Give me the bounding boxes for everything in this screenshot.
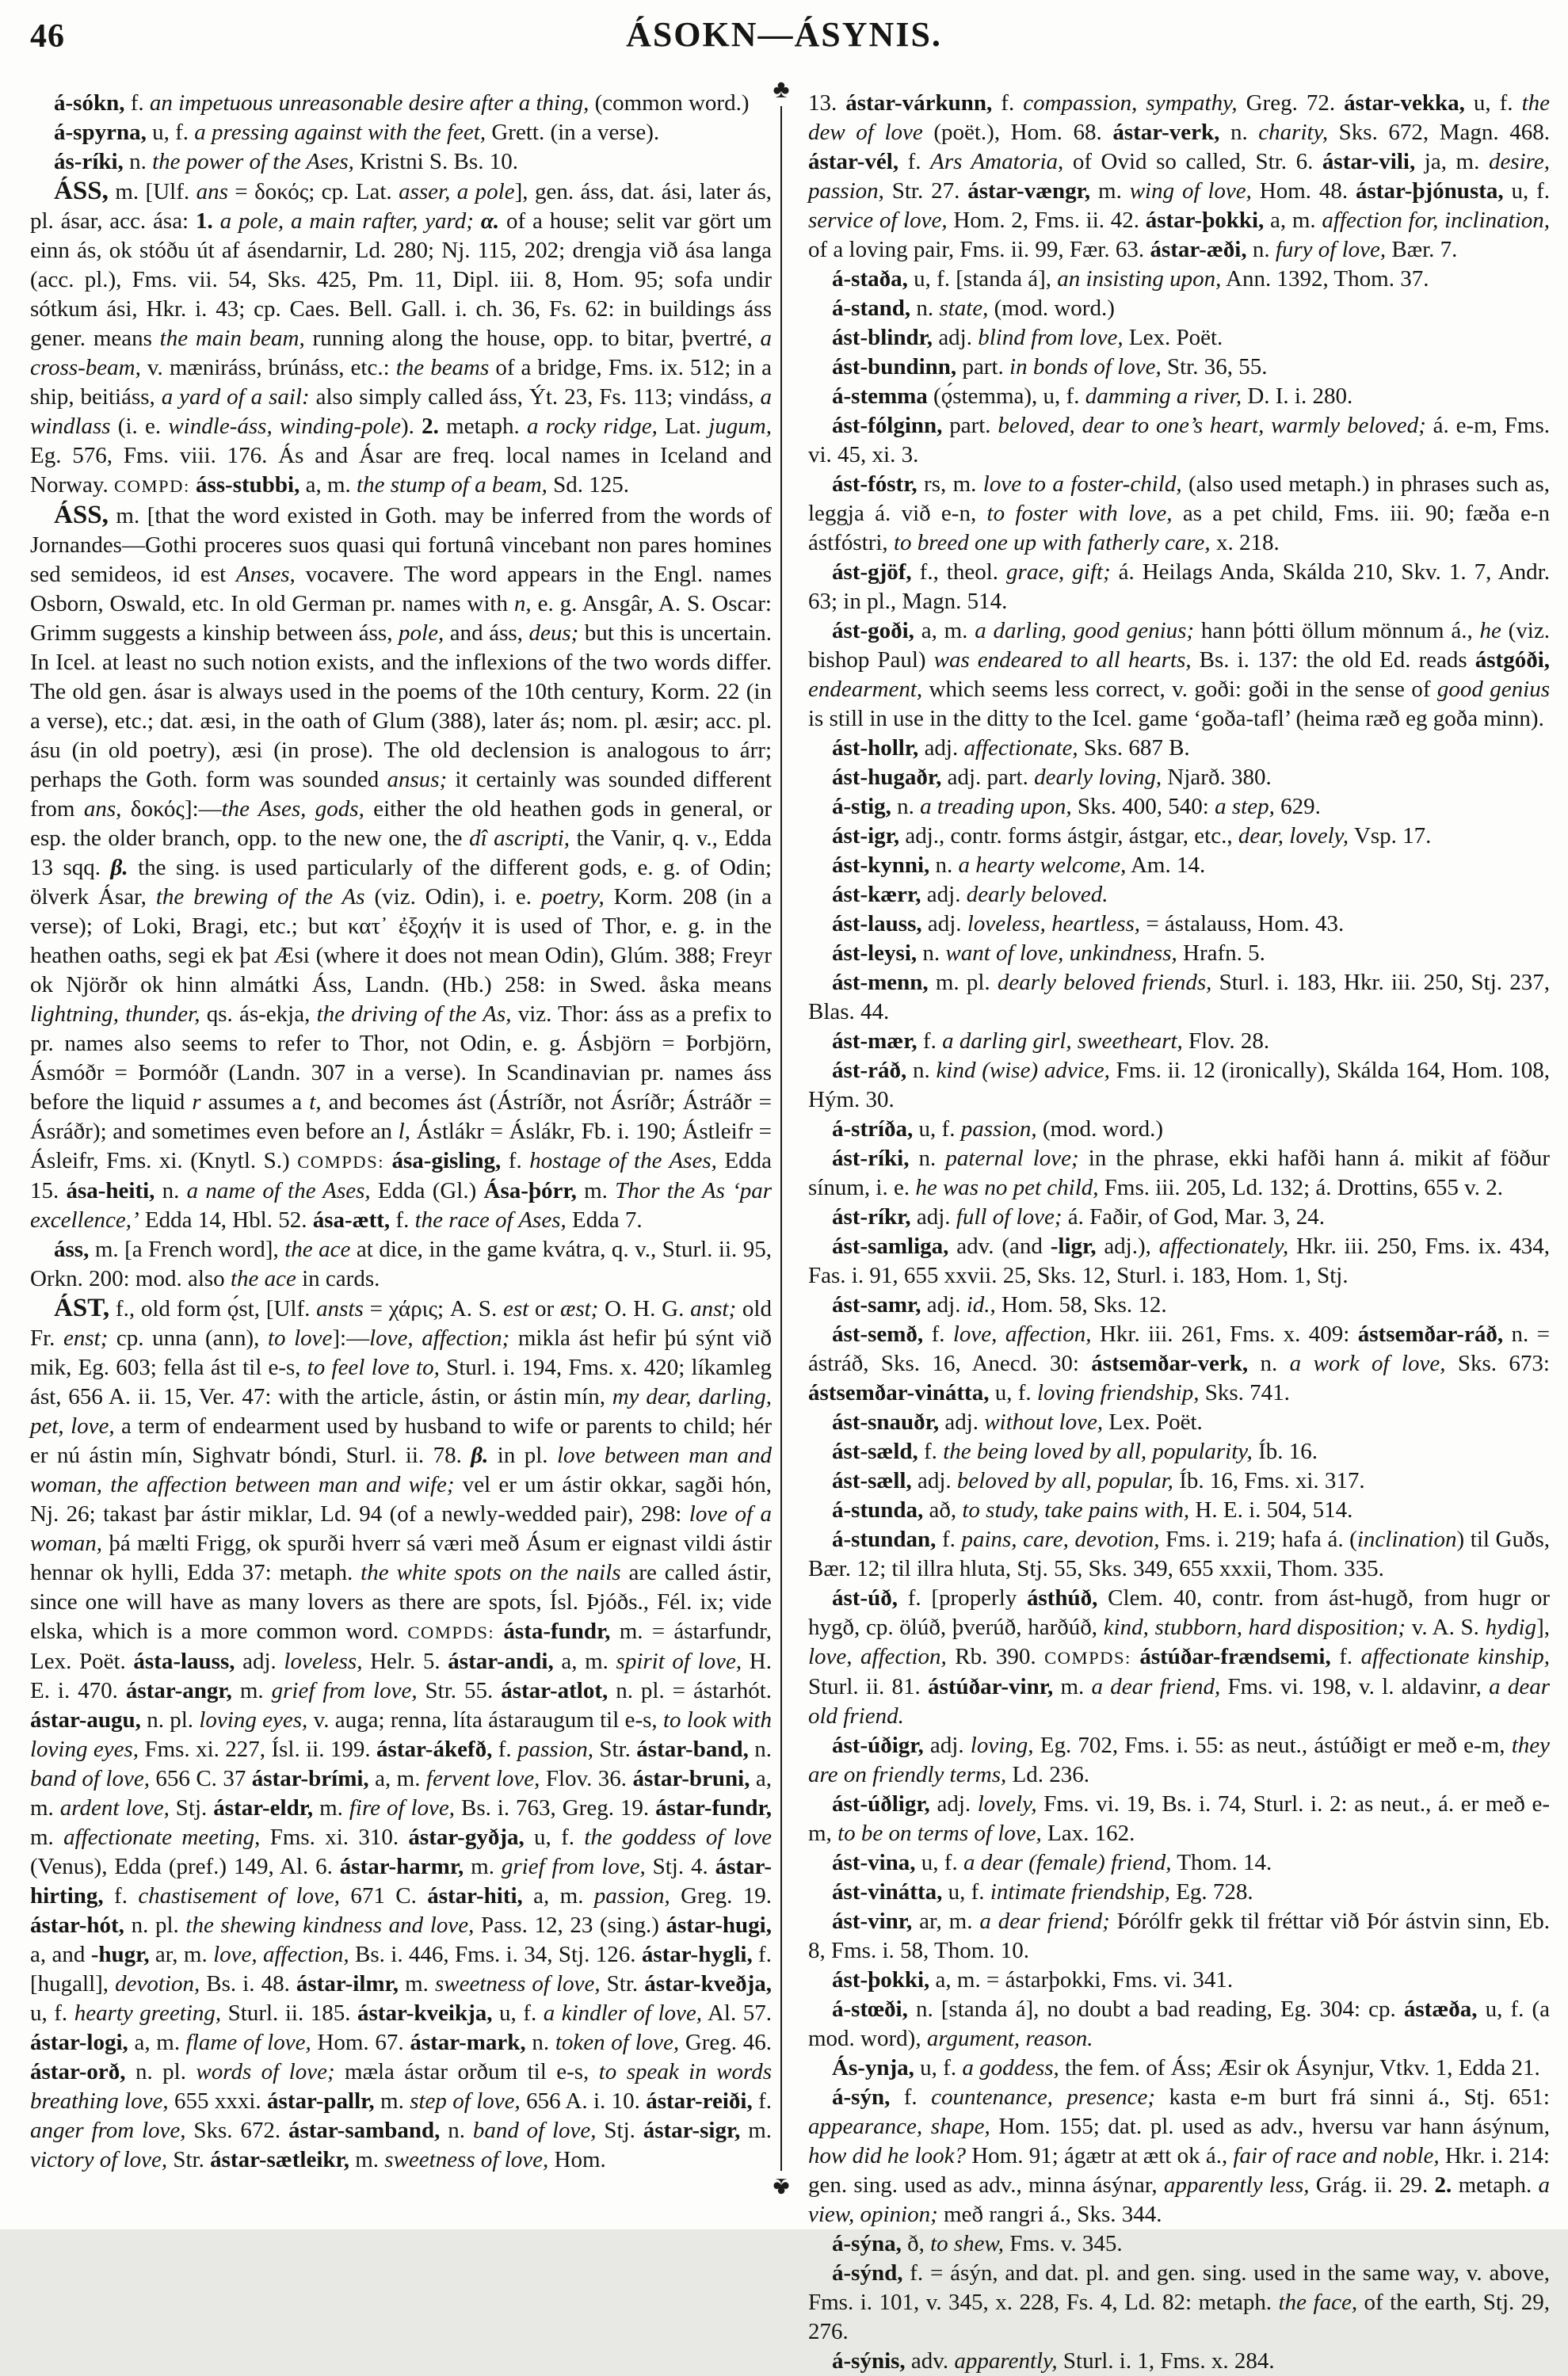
dictionary-entry: ást-vina, u, f. a dear (female) friend, Thom. 14. — [832, 1850, 1272, 1875]
dictionary-entry: ást-úð, f. [properly ásthúð, Clem. 40, contr. from ást-hugð, from hugr or hygð, cp. ölúð, þverúð, harðúð, kind, stubborn, hard disposition; v. A. S. hydig], love, affection, Rb. 390. COMPDS: ástúðar-frændsemi, f. affectionate kinship, Sturl. ii. 81. ástúðar-vinr, m. a dear friend, Fms. vi. 198, v. l. aldavinr, a dear old friend. — [808, 1585, 1550, 1729]
dictionary-entry: á-sýnis, adv. apparently, Sturl. i. 1, Fms. x. 284. — [832, 2348, 1275, 2374]
dictionary-entry: ást-fólginn, part. beloved, dear to one’s heart, warmly beloved; á. e-m, Fms. vi. 45, xi. 3. — [808, 413, 1550, 467]
dictionary-entry: Ás-ynja, u, f. a goddess, the fem. of Áss; Æsir ok Ásynjur, Vtkv. 1, Edda 21. — [832, 2055, 1540, 2080]
dictionary-entry: ást-semð, f. love, affection, Hkr. iii. 261, Fms. x. 409: ástsemðar-ráð, n. = ástráð, Sks. 16, Anecd. 30: ástsemðar-verk, n. a work of love, Sks. 673: ástsemðar-vinátta, u, f. loving friendship, Sks. 741. — [808, 1321, 1550, 1405]
left-column — [30, 89, 772, 2376]
column-divider-bottom-ornament: ♣ — [773, 2173, 790, 2202]
dictionary-entry: ÁSS, m. [Ulf. ans = δοκός; cp. Lat. asser, a pole], gen. áss, dat. ási, later ás, pl. ásar, acc. ása: 1. a pole, a main rafter, yard; α. of a house; selit var gört um einn ás, ok stóðu út af ásendarnir, Ld. 280; Nj. 115, 202; drengja við ása langa (acc. pl.), Fms. vii. 54, Sks. 425, Pm. 11, Dipl. iii. 8, Hom. 95; sofa undir sótkum ási, Hkr. i. 43; cp. Caes. Bell. Gall. i. ch. 36, Fs. 62: in buildings áss gener. means the main beam, running along the house, opp. to bitar, þvertré, a cross-beam, v. mæniráss, brúnáss, etc.: the beams of a bridge, Fms. ix. 512; in a ship, beitiáss, a yard of a sail: also simply called áss, Ýt. 23, Fs. 113; vindáss, a windlass (i. e. windle-áss, winding-pole). 2. metaph. a rocky ridge, Lat. jugum, Eg. 576, Fms. viii. 176. Ás and Ásar are freq. local names in Iceland and Norway. COMPD: áss-stubbi, a, m. the stump of a beam, Sd. 125. — [30, 177, 773, 498]
dictionary-entry: ást-gjöf, f., theol. grace, gift; á. Heilags Anda, Skálda 210, Skv. 1. 7, Andr. 63; in pl., Magn. 514. — [808, 559, 1550, 614]
dictionary-entry: á-stunda, að, to study, take pains with, H. E. i. 504, 514. — [832, 1497, 1353, 1523]
dictionary-entry: á-stundan, f. pains, care, devotion, Fms. i. 219; hafa á. (inclination) til Guðs, Bær. 12; til illra hluta, Stj. 55, Sks. 349, 655 xxxii, Thom. 335. — [808, 1527, 1550, 1581]
dictionary-entry: á-stríða, u, f. passion, (mod. word.) — [832, 1116, 1164, 1142]
dictionary-entry: 13. ástar-várkunn, f. compassion, sympathy, Greg. 72. ástar-vekka, u, f. the dew of love (poët.), Hom. 68. ástar-verk, n. charity, Sks. 672, Magn. 468. ástar-vél, f. Ars Amatoria, of Ovid so called, Str. 6. ástar-vili, ja, m. desire, passion, Str. 27. ástar-vængr, m. wing of love, Hom. 48. ástar-þjónusta, u, f. service of love, Hom. 2, Fms. ii. 42. ástar-þokki, a, m. affection for, inclination, of a loving pair, Fms. ii. 99, Fær. 63. ástar-æði, n. fury of love, Bær. 7. — [808, 90, 1551, 262]
dictionary-entry: ÁSS, m. [that the word existed in Goth. may be inferred from the words of Jornandes—Gothi proceres suos quasi qui fortunâ vincebant non pares homines sed semideos, id est Anses, vocavere. The word appears in the Engl. names Osborn, Oswald, etc. In old German pr. names with n, e. g. Ansgâr, A. S. Oscar: Grimm suggests a kinship between áss, pole, and áss, deus; but this is uncertain. In Icel. at least no such notion exists, and the inflexions of the two words differ. The old gen. ásar is always used in the poems of the 10th century, Korm. 22 (in a verse), etc.; dat. æsi, in the oath of Glum (388), later ás; nom. pl. æsir; acc. pl. ásu (in old poetry), æsi (in prose). The old declension is analogous to árr; perhaps the Goth. form was sounded ansus; it certainly was sounded different from ans, δοκός]:—the Ases, gods, either the old heathen gods in general, or esp. the older branch, opp. to the new one, the dî ascripti, the Vanir, q. v., Edda 13 sqq. β. the sing. is used particularly of the different gods, e. g. of Odin; ölverk Ásar, the brewing of the As (viz. Odin), i. e. poetry, Korm. 208 (in a verse); of Loki, Bragi, etc.; but κατ᾽ ἐξοχήν it is used of Thor, e. g. in the heathen oaths, segi ek þat Æsi (where it does not mean Odin), Glúm. 388; Freyr ok Njörðr ok hinn almátki Áss, Landn. (Hb.) 258: in Swed. åska means lightning, thunder, qs. ás-ekja, the driving of the As, viz. Thor: áss as a prefix to pr. names also seems to refer to Thor, not Odin, e. g. Ásbjörn = Þorbjörn, Ásmóðr = Þormóðr (Landn. 307 in a verse). In Scandinavian pr. names áss before the liquid r assumes a t, and becomes ást (Ástríðr, not Ásríðr; Ástráðr = Ásráðr); and sometimes even before an l, Ástlákr = Áslákr, Fb. i. 190; Ástleifr = Ásleifr, Fms. xi. (Knytl. S.) COMPDS: ása-gisling, f. hostage of the Ases, Edda 15. ása-heiti, n. a name of the Ases, Edda (Gl.) Ása-þórr, m. Thor the As ‘par excellence,’ Edda 14, Hbl. 52. ása-ætt, f. the race of Ases, Edda 7. — [30, 501, 773, 1233]
dictionary-entry: ást-samliga, adv. (and -ligr, adj.), affectionately, Hkr. iii. 250, Fms. ix. 434, Fas. i. 91, 655 xxvii. 25, Sks. 12, Sturl. i. 183, Hom. 1, Stj. — [808, 1234, 1550, 1288]
dictionary-entry: á-stemma (ǫ́stemma), u, f. damming a river, D. I. i. 280. — [832, 383, 1353, 409]
dictionary-entry: á-sýna, ð, to shew, Fms. v. 345. — [832, 2231, 1123, 2256]
dictionary-entry: ást-úðigr, adj. loving, Eg. 702, Fms. i. 55: as neut., ástúðigt er með e-m, they are on friendly terms, Ld. 236. — [808, 1733, 1550, 1787]
dictionary-entry: ást-sæll, adj. beloved by all, popular, Íb. 16, Fms. xi. 317. — [832, 1468, 1365, 1493]
dictionary-entry: ást-samr, adj. id., Hom. 58, Sks. 12. — [832, 1292, 1167, 1318]
dictionary-entry: á-stig, n. a treading upon, Sks. 400, 540: a step, 629. — [832, 794, 1321, 819]
text-columns — [30, 89, 1550, 2376]
dictionary-entry: á-sýn, f. countenance, presence; kasta e-m burt frá sinni á., Stj. 651: appearance, shape, Hom. 155; dat. pl. used as adv., hversu var hann ásýnum, how did he look? Hom. 91; ágætr at ætt ok á., fair of race and noble, Hkr. i. 214: gen. sing. used as adv., minna ásýnar, apparently less, Grág. ii. 29. 2. metaph. a view, opinion; með rangri á., Sks. 344. — [808, 2084, 1551, 2227]
dictionary-entry: á-sókn, f. an impetuous unreasonable desire after a thing, (common word.) — [54, 90, 750, 116]
dictionary-entry: ást-úðligr, adj. lovely, Fms. vi. 19, Bs. i. 74, Sturl. i. 2: as neut., á. er með e-m, to be on terms of love, Lax. 162. — [808, 1791, 1550, 1846]
dictionary-entry: ást-igr, adj., contr. forms ástgir, ástgar, etc., dear, lovely, Vsp. 17. — [832, 823, 1432, 849]
dictionary-entry: ást-bundinn, part. in bonds of love, Str. 36, 55. — [832, 354, 1268, 379]
dictionary-entry: á-stand, n. state, (mod. word.) — [832, 296, 1115, 321]
dictionary-entry: ást-kynni, n. a hearty welcome, Am. 14. — [832, 852, 1206, 878]
dictionary-entry: ást-snauðr, adj. without love, Lex. Poët. — [832, 1409, 1203, 1435]
dictionary-entry: ást-goði, a, m. a darling, good genius; hann þótti öllum mönnum á., he (viz. bishop Paul) was endeared to all hearts, Bs. i. 137: the old Ed. reads ástgóði, endearment, which seems less correct, v. goði: goði in the sense of good genius is still in use in the ditty to the Icel. game ‘goða-tafl’ (heima ræð eg goða minn). — [808, 618, 1551, 731]
dictionary-entry: ás-ríki, n. the power of the Ases, Kristni S. Bs. 10. — [54, 149, 518, 174]
dictionary-entry: ást-mær, f. a darling girl, sweetheart, Flov. 28. — [832, 1028, 1270, 1054]
dictionary-entry: ást-menn, m. pl. dearly beloved friends, Sturl. i. 183, Hkr. iii. 250, Stj. 237, Blas. 44. — [808, 970, 1550, 1024]
dictionary-entry: áss, m. [a French word], the ace at dice, in the game kvátra, q. v., Sturl. ii. 95, Orkn. 200: mod. also the ace in cards. — [30, 1237, 773, 1291]
page-title: ÁSOKN—ÁSYNIS. — [626, 15, 942, 54]
dictionary-entry: ást-fóstr, rs, m. love to a foster-child, (also used metaph.) in phrases such as, leggja á. við e-n, to foster with love, as a pet child, Fms. iii. 90; fæða e-n ástfóstri, to breed one up with fatherly care, x. 218. — [808, 471, 1550, 555]
right-column — [808, 89, 1550, 2376]
dictionary-entry: ást-lauss, adj. loveless, heartless, = ástalauss, Hom. 43. — [832, 911, 1345, 936]
dictionary-entry: á-sýnd, f. = ásýn, and dat. pl. and gen. sing. used in the same way, v. above, Fms. i. 101, v. 345, x. 228, Fs. 4, Ld. 82: metaph. the face, of the earth, Stj. 29, 276. — [808, 2260, 1550, 2344]
dictionary-entry: ást-þokki, a, m. = ástarþokki, Fms. vi. 341. — [832, 1967, 1234, 1993]
dictionary-entry: ást-leysi, n. want of love, unkindness, Hrafn. 5. — [832, 940, 1265, 966]
dictionary-entry: á-spyrna, u, f. a pressing against with the feet, Grett. (in a verse). — [54, 120, 660, 145]
dictionary-entry: ást-ríki, n. paternal love; in the phrase, ekki hafði hann á. mikit af föður sínum, i. e. he was no pet child, Fms. iii. 205, Ld. 132; á. Drottins, 655 v. 2. — [808, 1146, 1550, 1200]
dictionary-entry: ást-hugaðr, adj. part. dearly loving, Njarð. 380. — [832, 765, 1272, 790]
dictionary-entry: ást-ráð, n. kind (wise) advice, Fms. ii. 12 (ironically), Skálda 164, Hom. 108, Hým. 30. — [808, 1058, 1550, 1112]
dictionary-entry: á-staða, u, f. [standa á], an insisting upon, Ann. 1392, Thom. 37. — [832, 266, 1429, 292]
page-number: 46 — [30, 18, 65, 55]
dictionary-entry: ást-ríkr, adj. full of love; á. Faðir, of God, Mar. 3, 24. — [832, 1204, 1325, 1230]
dictionary-entry: ást-vinátta, u, f. intimate friendship, Eg. 728. — [832, 1879, 1253, 1905]
dictionary-entry: á-stœði, n. [standa á], no doubt a bad reading, Eg. 304: cp. ástæða, u, f. (a mod. word), argument, reason. — [808, 1997, 1550, 2051]
dictionary-entry: ást-blindr, adj. blind from love, Lex. Poët. — [832, 325, 1223, 350]
dictionary-entry: ást-kærr, adj. dearly beloved. — [832, 882, 1108, 907]
dictionary-entry: ást-sæld, f. the being loved by all, popularity, Íb. 16. — [832, 1439, 1318, 1464]
column-divider-top-ornament: ♣ — [773, 74, 790, 103]
dictionary-entry: ást-vinr, ar, m. a dear friend; Þórólfr gekk til fréttar við Þór ástvin sinn, Eb. 8, Fms. i. 58, Thom. 10. — [808, 1909, 1550, 1963]
dictionary-entry: ÁST, f., old form ǫ́st, [Ulf. ansts = χάρις; A. S. est or æst; O. H. G. anst; old Fr. enst; cp. unna (ann), to love]:—love, affection; mikla ást hefir þú sýnt við mik, Eg. 603; fella ást til e-s, to feel love to, Sturl. i. 194, Fms. x. 420; líkamleg ást, 656 A. ii. 15, Ver. 47: with the article, ástin, or ástin mín, my dear, darling, pet, love, a term of endearment used by husband to wife or parents to child; hér er nú ástin mín, Sighvatr bóndi, Sturl. ii. 78. β. in pl. love between man and woman, the affection between man and wife; vel er um ástir okkar, sagði hón, Nj. 26; takast þar ástir miklar, Ld. 94 (of a newly-wedded pair), 298: love of a woman, þá mælti Frigg, ok spurði hverr sá væri með Ásum er eignast vildi ástir hennar ok hylli, Edda 37: metaph. the white spots on the nails are called ástir, since one will have as many lovers as there are spots, Ísl. Þjóðs., Fél. ix; vide elska, which is a more common word. COMPDS: ásta-fundr, m. = ástarfundr, Lex. Poët. ásta-lauss, adj. loveless, Helr. 5. ástar-andi, a, m. spirit of love, H. E. i. 470. ástar-angr, m. grief from love, Str. 55. ástar-atlot, n. pl. = ástarhót. ástar-augu, n. pl. loving eyes, v. auga; renna, líta ástaraugum til e-s, to look with loving eyes, Fms. xi. 227, Ísl. ii. 199. ástar-ákefð, f. passion, Str. ástar-band, n. band of love, 656 C. 37 ástar-brími, a, m. fervent love, Flov. 36. ástar-bruni, a, m. ardent love, Stj. ástar-eldr, m. fire of love, Bs. i. 763, Greg. 19. ástar-fundr, m. affectionate meeting, Fms. xi. 310. ástar-gyðja, u, f. the goddess of love (Venus), Edda (pref.) 149, Al. 6. ástar-harmr, m. grief from love, Stj. 4. ástar-hirting, f. chastisement of love, 671 C. ástar-hiti, a, m. passion, Greg. 19. ástar-hót, n. pl. the shewing kindness and love, Pass. 12, 23 (sing.) ástar-hugi, a, and -hugr, ar, m. love, affection, Bs. i. 446, Fms. i. 34, Stj. 126. ástar-hygli, f. [hugall], devotion, Bs. i. 48. ástar-ilmr, m. sweetness of love, Str. ástar-kveðja, u, f. hearty greeting, Sturl. ii. 185. ástar-kveikja, u, f. a kindler of love, Al. 57. ástar-logi, a, m. flame of love, Hom. 67. ástar-mark, n. token of love, Greg. 46. ástar-orð, n. pl. words of love; mæla ástar orðum til e-s, to speak in words breathing love, 655 xxxi. ástar-pallr, m. step of love, 656 A. i. 10. ástar-reiði, f. anger from love, Sks. 672. ástar-samband, n. band of love, Stj. ástar-sigr, m. victory of love, Str. ástar-sætleikr, m. sweetness of love, Hom. — [30, 1294, 773, 2172]
dictionary-entry: ást-hollr, adj. affectionate, Sks. 687 B. — [832, 735, 1190, 761]
